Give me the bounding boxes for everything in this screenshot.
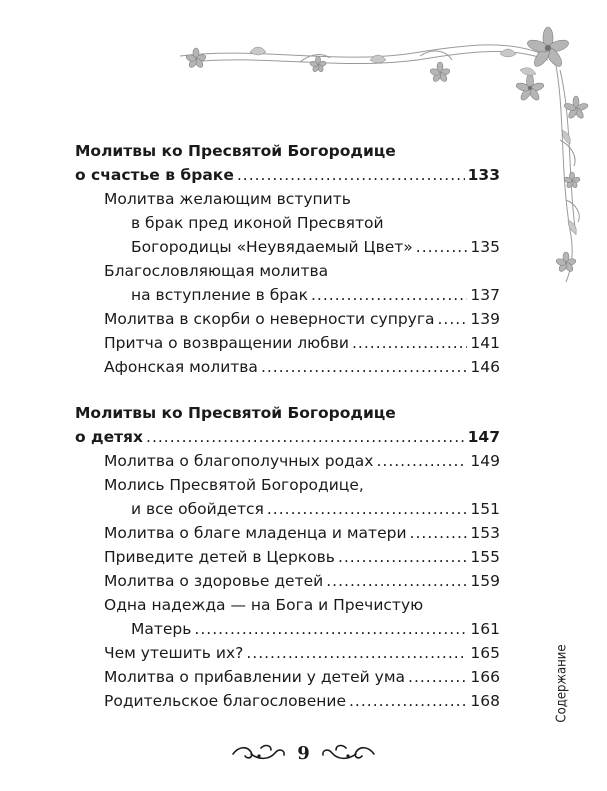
toc-entry (75, 665, 500, 689)
toc-entry-line (75, 259, 500, 283)
page-ref: 159 (470, 572, 500, 590)
toc-entry-line (75, 689, 500, 713)
dot-leader (338, 545, 467, 569)
dot-leader (438, 307, 468, 331)
page-ref: 151 (470, 500, 500, 518)
toc-entry-text: Приведите детей в Церковь (104, 548, 335, 566)
section-heading-text: Молитвы ко Пресвятой Богородице (75, 142, 396, 160)
dot-leader (416, 235, 468, 259)
page-ref: 155 (470, 548, 500, 566)
dot-leader (267, 497, 468, 521)
toc-entry-text: Притча о возвращении любви (104, 334, 349, 352)
toc-entry-text: Молитва о здоровье детей (104, 572, 324, 590)
section-heading-text: о детях (75, 428, 144, 446)
toc-entry-text: Чем утешить их? (104, 644, 244, 662)
page-number: 9 (297, 742, 310, 764)
toc-entry-text: Молись Пресвятой Богородице, (104, 476, 364, 494)
toc-entry-text: Молитва в скорби о неверности супруга (104, 310, 435, 328)
toc-entry-line (75, 283, 500, 307)
toc-entry-line (75, 665, 500, 689)
dot-leader (237, 163, 465, 187)
toc-entry-text: Афонская молитва (104, 358, 258, 376)
side-label-text: Содержание (554, 643, 570, 723)
toc-entry-line (75, 187, 500, 211)
section-heading-line (75, 425, 500, 449)
section-heading-line (75, 401, 500, 425)
page-ref: 139 (470, 310, 500, 328)
toc-section (75, 139, 500, 379)
page-ref: 141 (470, 334, 500, 352)
toc-entry-text: Молитва о благополучных родах (104, 452, 374, 470)
dot-leader (349, 689, 467, 713)
dot-leader (194, 617, 467, 641)
toc-section (75, 401, 500, 713)
table-of-contents (75, 139, 500, 735)
swirl-flourish-right-icon (320, 742, 378, 764)
toc-entry (75, 569, 500, 593)
dot-leader (146, 425, 465, 449)
page-ref: 165 (470, 644, 500, 662)
toc-entry-line (75, 307, 500, 331)
dot-leader (410, 521, 468, 545)
dot-leader (246, 641, 467, 665)
toc-entry (75, 307, 500, 331)
page-ref: 137 (470, 286, 500, 304)
toc-entry-line (75, 593, 500, 617)
dot-leader (408, 665, 467, 689)
toc-entry (75, 545, 500, 569)
page-ref: 133 (467, 166, 500, 184)
toc-entry (75, 449, 500, 473)
side-section-label (552, 628, 572, 738)
page-ref: 135 (470, 238, 500, 256)
toc-entry-line (75, 235, 500, 259)
swirl-flourish-left-icon (229, 742, 287, 764)
dot-leader (261, 355, 467, 379)
page-ref: 147 (467, 428, 500, 446)
toc-entry-line (75, 449, 500, 473)
toc-entry-text: Молитва о прибавлении у детей ума (104, 668, 406, 686)
toc-entry (75, 331, 500, 355)
page-footer (0, 738, 607, 768)
toc-entry-text: Молитва желающим вступить (104, 190, 351, 208)
toc-entry (75, 355, 500, 379)
toc-entry-text: Благословляющая молитва (104, 262, 329, 280)
toc-entry-line (75, 497, 500, 521)
toc-entry-text: Родительское благословение (104, 692, 346, 710)
section-heading-line (75, 163, 500, 187)
toc-entry-line (75, 355, 500, 379)
section-heading-text: о счастье в браке (75, 166, 234, 184)
page-ref: 146 (470, 358, 500, 376)
toc-entry-line (75, 211, 500, 235)
toc-entry (75, 689, 500, 713)
toc-entry (75, 473, 500, 521)
section-heading-text: Молитвы ко Пресвятой Богородице (75, 404, 396, 422)
toc-entry-text: Молитва о благе младенца и матери (104, 524, 407, 542)
toc-entry (75, 521, 500, 545)
toc-entry-text: в брак пред иконой Пресвятой (131, 214, 384, 232)
toc-entry-text: Одна надежда — на Бога и Пречистую (104, 596, 424, 614)
toc-entry (75, 641, 500, 665)
toc-entry-line (75, 641, 500, 665)
toc-entry-text: и все обойдется (131, 500, 264, 518)
toc-entry-line (75, 569, 500, 593)
dot-leader (311, 283, 467, 307)
dot-leader (352, 331, 467, 355)
toc-entry-line (75, 617, 500, 641)
toc-entry-line (75, 545, 500, 569)
page-ref: 166 (470, 668, 500, 686)
page-ref: 153 (470, 524, 500, 542)
dot-leader (376, 449, 467, 473)
page-ref: 161 (470, 620, 500, 638)
toc-entry-line (75, 473, 500, 497)
dot-leader (326, 569, 467, 593)
toc-entry-line (75, 521, 500, 545)
page-ref: 149 (470, 452, 500, 470)
toc-entry-text: Богородицы «Неувядаемый Цвет» (131, 238, 413, 256)
toc-entry (75, 259, 500, 307)
section-heading-line (75, 139, 500, 163)
toc-entry-text: на вступление в брак (131, 286, 308, 304)
toc-entry (75, 593, 500, 641)
page-ref: 168 (470, 692, 500, 710)
toc-entry-text: Матерь (131, 620, 192, 638)
toc-entry (75, 187, 500, 259)
toc-entry-line (75, 331, 500, 355)
